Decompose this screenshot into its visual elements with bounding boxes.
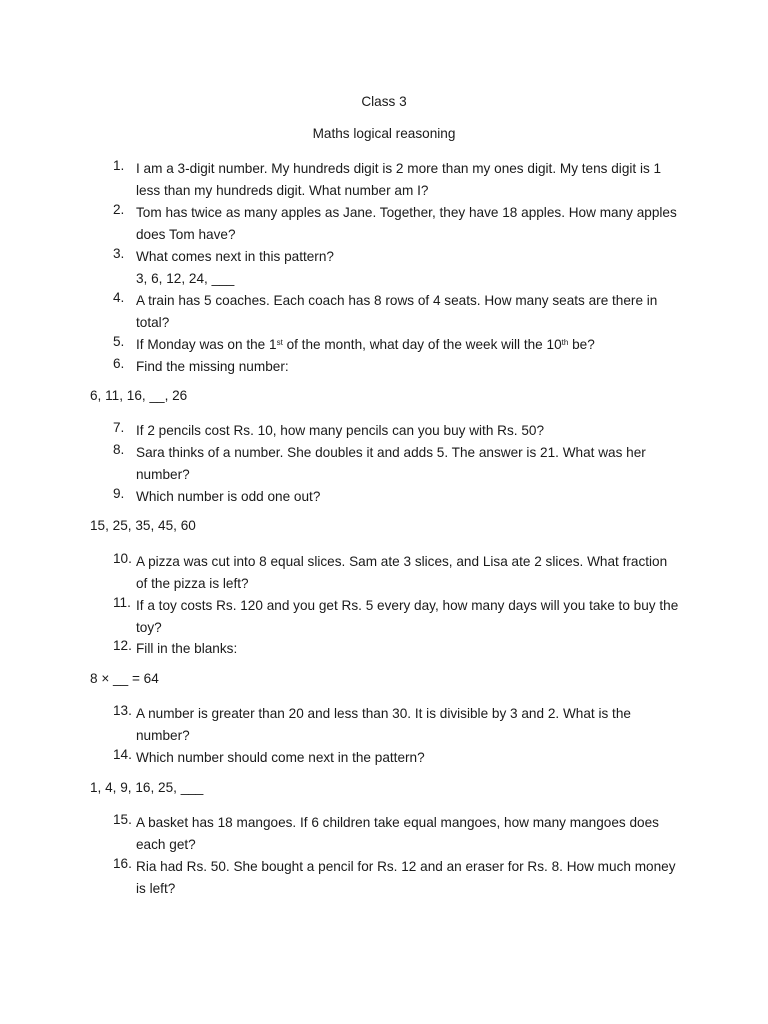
question-line: What comes next in this pattern? xyxy=(136,249,334,264)
question-number: 6. xyxy=(113,356,125,371)
odd-one-out-sequence: 15, 25, 35, 45, 60 xyxy=(90,518,196,533)
class-heading: Class 3 xyxy=(361,94,407,109)
question-text: Tom has twice as many apples as Jane. Together, they have 18 apples. How many apples does Tom have? xyxy=(136,205,677,242)
question-text: Ria had Rs. 50. She bought a pencil for Rs. 12 and an eraser for Rs. 8. How much money is left? xyxy=(136,859,676,896)
question-number: 15. xyxy=(113,812,132,827)
question-text: If 2 pencils cost Rs. 10, how many pencils can you buy with Rs. 50? xyxy=(136,423,545,438)
pattern-sequence-squares: 1, 4, 9, 16, 25, ___ xyxy=(90,780,204,795)
question-number: 14. xyxy=(113,747,132,762)
missing-number-sequence: 6, 11, 16, __, 26 xyxy=(90,388,188,403)
question-text xyxy=(136,246,681,290)
question-number: 12. xyxy=(113,638,132,653)
question-text: Find the missing number: xyxy=(136,359,289,374)
question-number: 16. xyxy=(113,856,132,871)
pattern-sequence: 3, 6, 12, 24, ___ xyxy=(136,271,235,286)
question-text: A pizza was cut into 8 equal slices. Sam ate 3 slices, and Lisa ate 2 slices. What fraction of the pizza is left? xyxy=(136,554,668,591)
question-number: 8. xyxy=(113,442,125,457)
question-text: Which number is odd one out? xyxy=(136,489,321,504)
fill-blank-equation: 8 × __ = 64 xyxy=(90,671,159,686)
question-text: A train has 5 coaches. Each coach has 8 rows of 4 seats. How many seats are there in total? xyxy=(136,293,658,330)
question-text: If Monday was on the 1st of the month, what day of the week will the 10th be? xyxy=(136,337,595,352)
question-number: 3. xyxy=(113,246,125,261)
question-text: Fill in the blanks: xyxy=(136,641,238,656)
question-text: A basket has 18 mangoes. If 6 children take equal mangoes, how many mangoes does each get? xyxy=(136,815,659,852)
question-text: A number is greater than 20 and less than 30. It is divisible by 3 and 2. What is the number? xyxy=(136,706,631,743)
question-text: If a toy costs Rs. 120 and you get Rs. 5 every day, how many days will you take to buy the toy? xyxy=(136,598,679,635)
question-text: I am a 3-digit number. My hundreds digit is 2 more than my ones digit. My tens digit is 1 less than my hundreds digit. What number am I? xyxy=(136,161,662,198)
subject-heading: Maths logical reasoning xyxy=(312,126,456,141)
question-number: 2. xyxy=(113,202,125,217)
question-number: 9. xyxy=(113,486,125,501)
question-number: 4. xyxy=(113,290,125,305)
question-number: 5. xyxy=(113,334,125,349)
question-number: 7. xyxy=(113,420,125,435)
question-number: 13. xyxy=(113,703,132,718)
question-text: Which number should come next in the pattern? xyxy=(136,750,425,765)
question-number: 1. xyxy=(113,158,125,173)
question-number: 10. xyxy=(113,551,132,566)
question-number: 11. xyxy=(113,595,131,610)
question-text: Sara thinks of a number. She doubles it and adds 5. The answer is 21. What was her number? xyxy=(136,445,646,482)
